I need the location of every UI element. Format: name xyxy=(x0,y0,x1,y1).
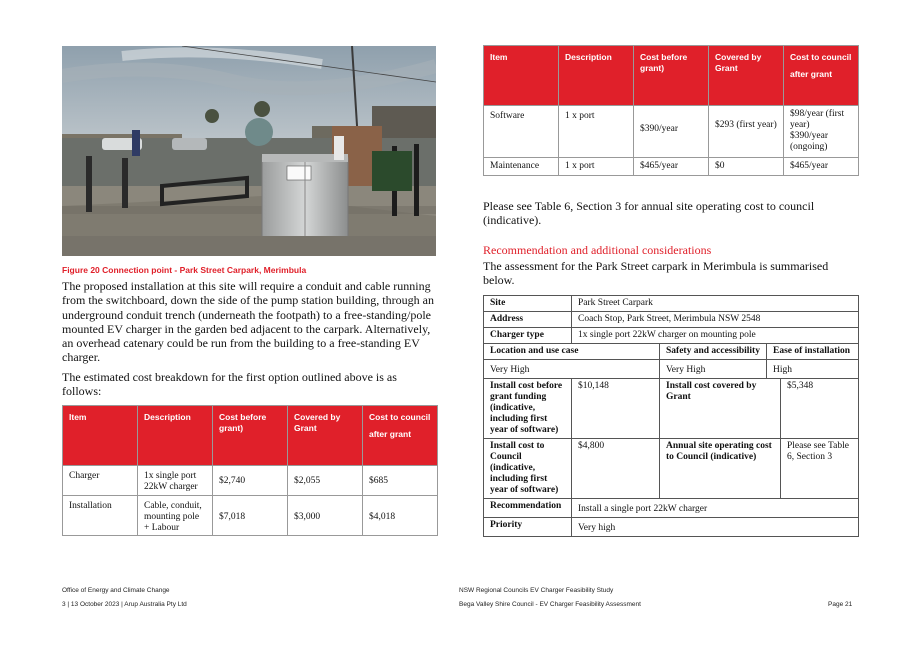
annual-cost-value: Please see Table 6, Section 3 xyxy=(781,439,859,499)
recommendation-label: Recommendation xyxy=(484,499,572,518)
summary-row-install-before xyxy=(484,379,859,439)
table-header-row xyxy=(63,406,438,466)
safety-label: Safety and accessibility xyxy=(660,344,767,360)
header-cost-after: Cost to council after grant xyxy=(363,406,438,466)
cell-cost-after: $4,018 xyxy=(363,496,438,536)
cell-cost-before: $7,018 xyxy=(213,496,288,536)
priority-label: Priority xyxy=(484,518,572,537)
footer-assessment-title: Bega Valley Shire Council - EV Charger Feasibility Assessment xyxy=(459,601,641,608)
summary-row-address xyxy=(484,312,859,328)
header-cost-before: Cost before grant) xyxy=(213,406,288,466)
cost-intro-paragraph: The estimated cost breakdown for the first option outlined above is as follows: xyxy=(62,370,397,399)
summary-row-criteria-values xyxy=(484,360,859,379)
charger-type-label: Charger type xyxy=(484,328,572,344)
header-item: Item xyxy=(484,46,559,106)
table-row xyxy=(484,158,859,176)
site-summary-table xyxy=(483,295,859,537)
summary-row-charger xyxy=(484,328,859,344)
table-row xyxy=(63,496,438,536)
recommendation-value: Install a single port 22kW charger xyxy=(572,499,859,518)
summary-intro-paragraph: The assessment for the Park Street carpark in Merimbula is summarised below. xyxy=(483,259,829,288)
cell-item: Maintenance xyxy=(484,158,559,176)
table-header-row xyxy=(484,46,859,106)
annual-cost-label: Annual site operating cost to Council (indicative) xyxy=(660,439,781,499)
location-label: Location and use case xyxy=(484,344,660,360)
cell-item: Installation xyxy=(63,496,138,536)
cell-item: Software xyxy=(484,106,559,158)
cell-description: 1 x port xyxy=(559,158,634,176)
cell-description: 1 x port xyxy=(559,106,634,158)
address-value: Coach Stop, Park Street, Merimbula NSW 2548 xyxy=(572,312,859,328)
install-council-label: Install cost to Council (indicative, including first year of software) xyxy=(484,439,572,499)
summary-row-install-council xyxy=(484,439,859,499)
cell-cost-before: $465/year xyxy=(634,158,709,176)
table-row xyxy=(484,106,859,158)
footer-date-company: 3 | 13 October 2023 | Arup Australia Pty Ltd xyxy=(62,601,187,608)
description-paragraph: The proposed installation at this site will require a conduit and cable running from the switchboard, down the side of the pump station building, through an underground conduit trench (underneath the footpath) to a free-standing/pole mounted EV charger in the garden bed adjacent to the carpark. Alternatively, an overhead catenary could be run from the building to a free-standing EV charger. xyxy=(62,279,434,365)
address-label: Address xyxy=(484,312,572,328)
summary-row-criteria-labels xyxy=(484,344,859,360)
summary-row-priority xyxy=(484,518,859,537)
cell-description: 1x single port 22kW charger xyxy=(138,466,213,496)
cost-table-installation xyxy=(62,405,438,536)
cell-covered: $3,000 xyxy=(288,496,363,536)
install-council-value: $4,800 xyxy=(572,439,660,499)
table-row xyxy=(63,466,438,496)
cell-covered: $0 xyxy=(709,158,784,176)
ease-label: Ease of installation xyxy=(767,344,859,360)
cell-cost-before: $390/year xyxy=(634,106,709,158)
footer-organisation: Office of Energy and Climate Change xyxy=(62,587,170,594)
cell-item: Charger xyxy=(63,466,138,496)
install-before-value: $10,148 xyxy=(572,379,660,439)
cell-cost-after: $465/year xyxy=(784,158,859,176)
connection-point-photo xyxy=(62,46,436,256)
cell-cost-before: $2,740 xyxy=(213,466,288,496)
cell-covered: $293 (first year) xyxy=(709,106,784,158)
cell-cost-after: $685 xyxy=(363,466,438,496)
header-covered: Covered by Grant xyxy=(709,46,784,106)
install-covered-value: $5,348 xyxy=(781,379,859,439)
ease-value: High xyxy=(767,360,859,379)
site-value: Park Street Carpark xyxy=(572,296,859,312)
summary-row-site xyxy=(484,296,859,312)
priority-value: Very high xyxy=(572,518,859,537)
location-value: Very High xyxy=(484,360,660,379)
header-cost-before: Cost before grant) xyxy=(634,46,709,106)
install-covered-label: Install cost covered by Grant xyxy=(660,379,781,439)
operating-cost-note: Please see Table 6, Section 3 for annual site operating cost to council (indicative). xyxy=(483,199,815,228)
page-number: Page 21 xyxy=(828,601,853,608)
install-before-label: Install cost before grant funding (indicative, including first year of software) xyxy=(484,379,572,439)
safety-value: Very High xyxy=(660,360,767,379)
footer-study-title: NSW Regional Councils EV Charger Feasibility Study xyxy=(459,587,614,594)
cell-covered: $2,055 xyxy=(288,466,363,496)
cell-cost-after: $98/year (first year) $390/year (ongoing) xyxy=(784,106,859,158)
site-label: Site xyxy=(484,296,572,312)
header-cost-after: Cost to council after grant xyxy=(784,46,859,106)
header-covered: Covered by Grant xyxy=(288,406,363,466)
section-heading: Recommendation and additional considerations xyxy=(483,243,712,257)
figure-caption: Figure 20 Connection point - Park Street Carpark, Merimbula xyxy=(62,265,307,275)
charger-type-value: 1x single port 22kW charger on mounting pole xyxy=(572,328,859,344)
header-description: Description xyxy=(138,406,213,466)
cost-table-ongoing xyxy=(483,45,859,176)
header-item: Item xyxy=(63,406,138,466)
cell-description: Cable, conduit, mounting pole + Labour xyxy=(138,496,213,536)
header-description: Description xyxy=(559,46,634,106)
summary-row-recommendation xyxy=(484,499,859,518)
